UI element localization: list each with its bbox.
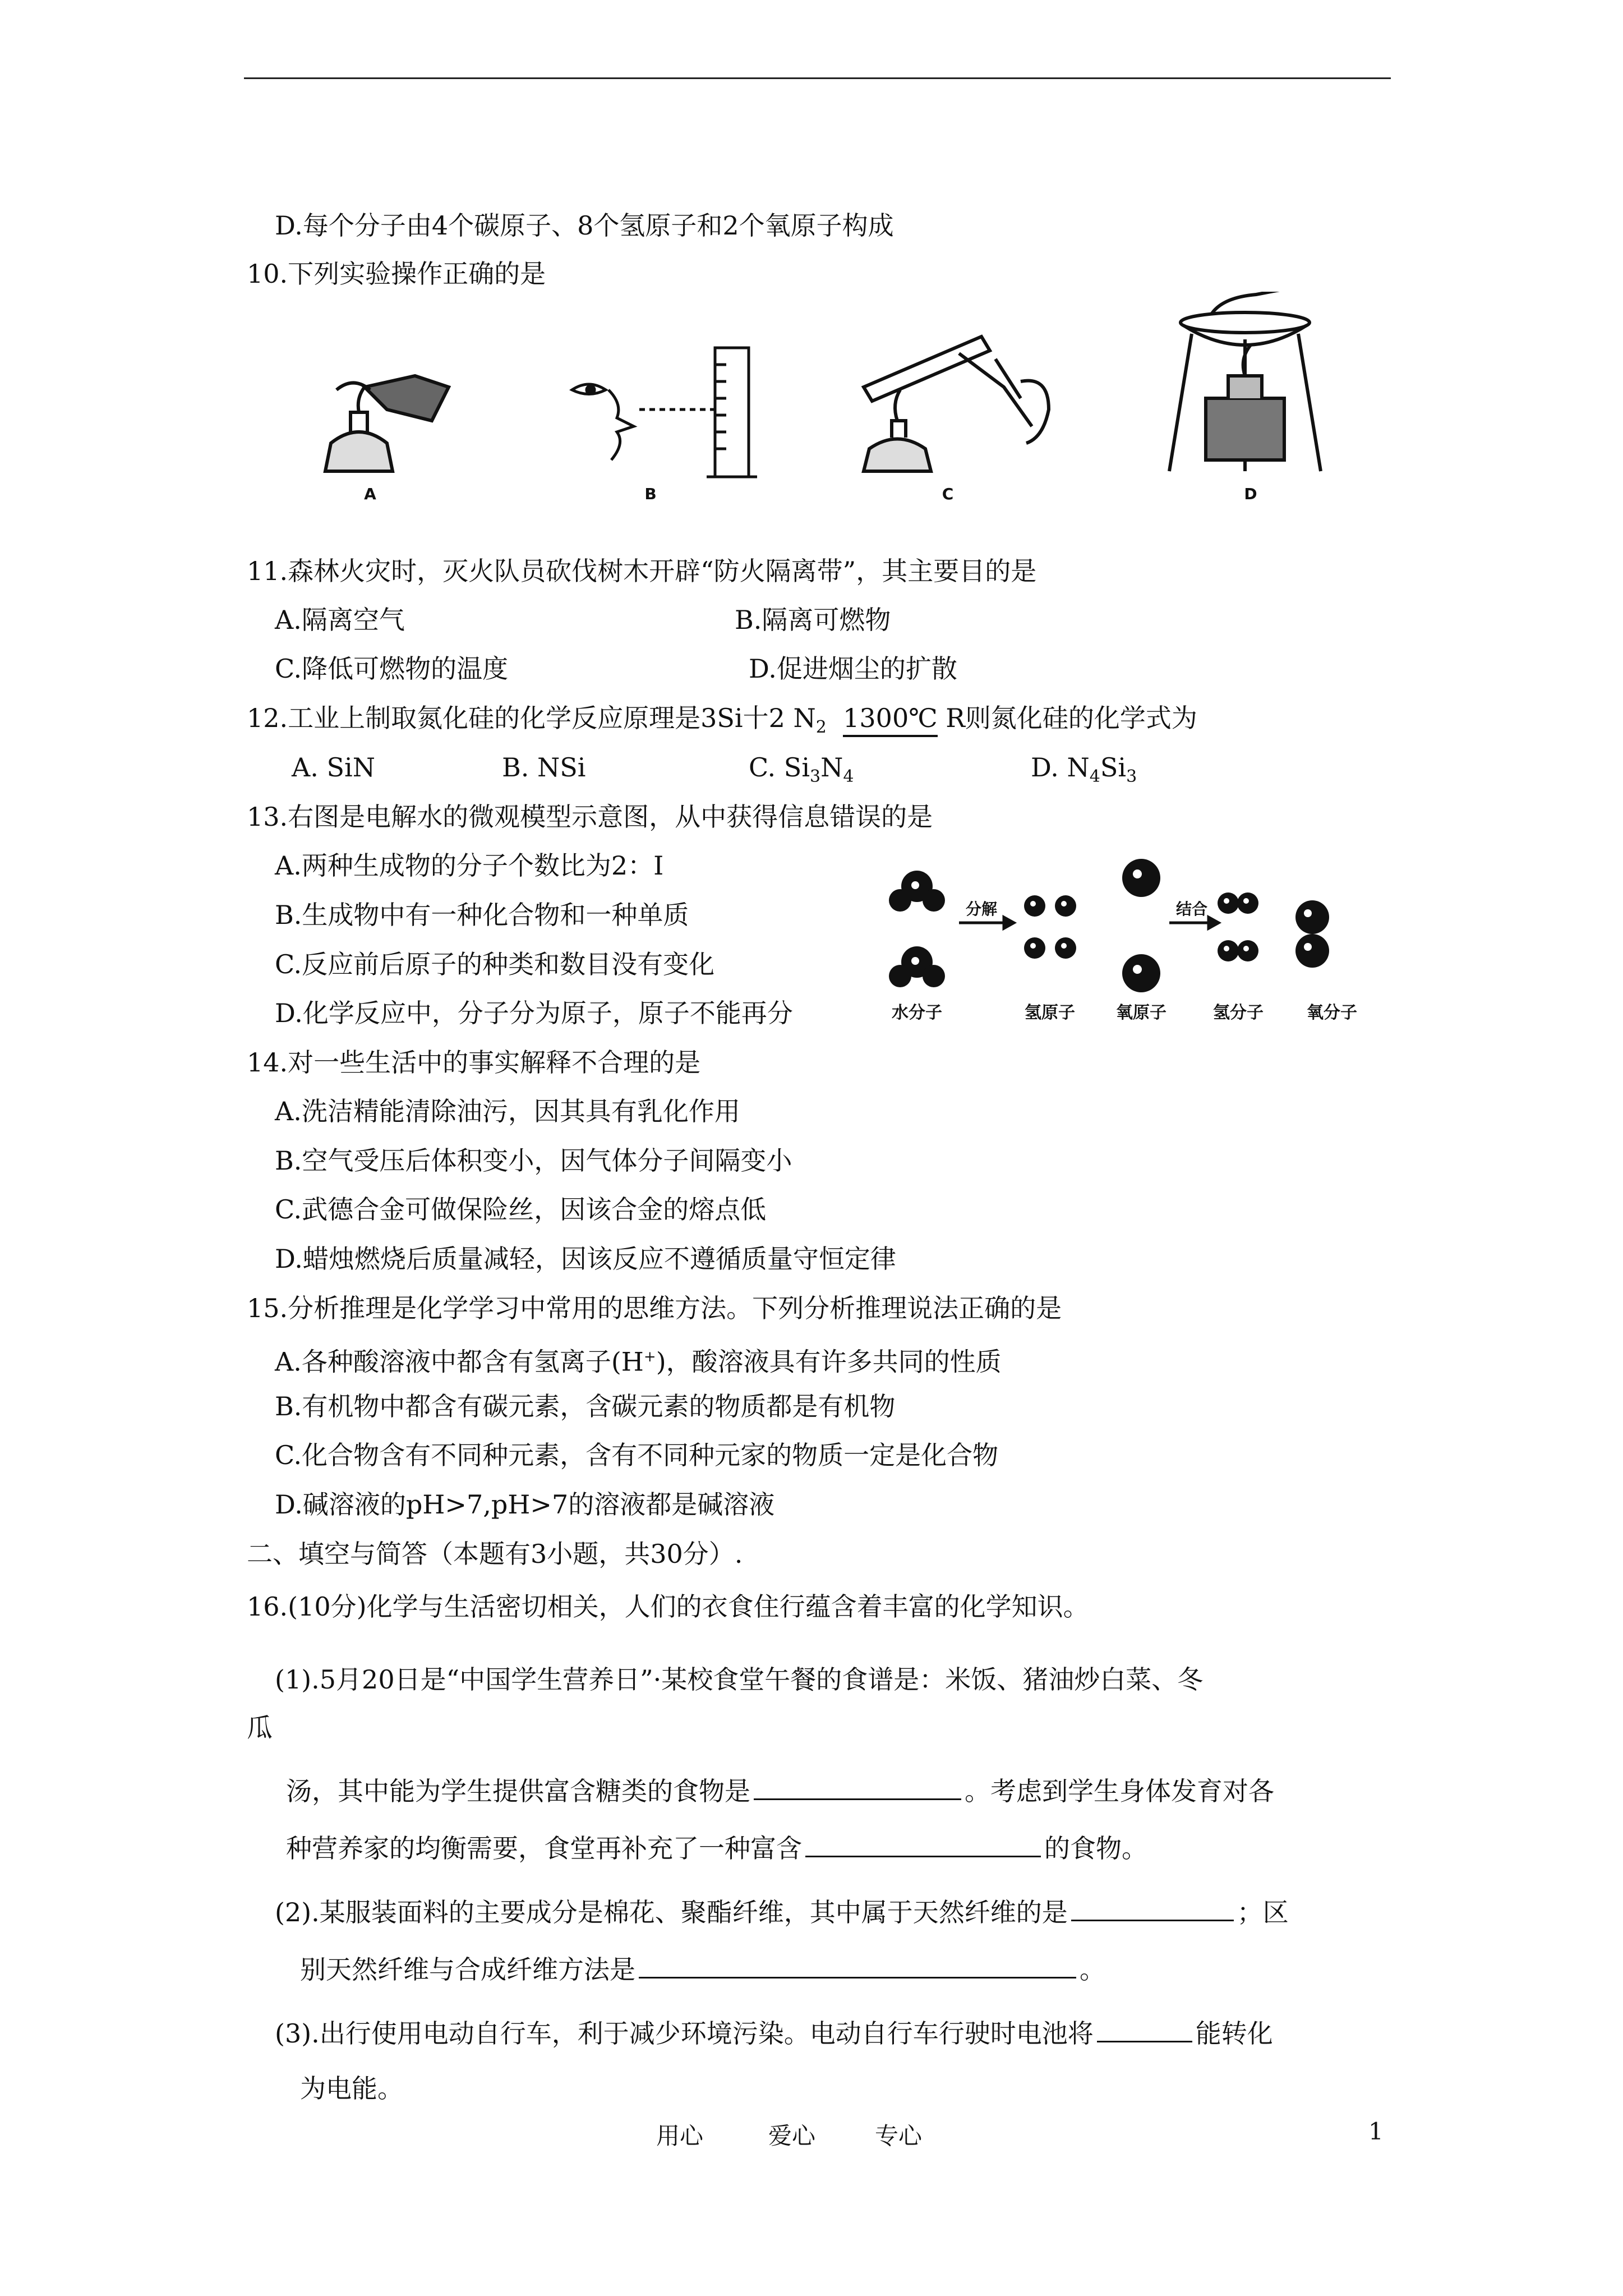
label-oxygen-atom: 氧原子	[1116, 1003, 1166, 1023]
q16-part3-line1: (3).出行使用电动自行车，利于减少环境污染。电动自行车行驶时电池将 能转化	[275, 2015, 1273, 2050]
q12-option-d: D. $N_4Si_3$	[1031, 752, 1137, 787]
q10-label-d: D	[1244, 485, 1257, 503]
answer-blank-energy[interactable]	[1097, 2015, 1192, 2042]
label-hydrogen-molecule: 氢分子	[1213, 1003, 1264, 1023]
hydrogen-molecule-top	[1218, 892, 1258, 914]
q10-figure-a-lamp	[325, 376, 449, 471]
answer-blank-nutrient[interactable]	[805, 1830, 1041, 1857]
q13-option-b: B.生成物中有一种化合物和一种单质	[275, 900, 689, 930]
q11-option-c: C.降低可燃物的温度	[275, 654, 509, 684]
q9-option-d: D.每个分子由4个碳原子、8个氢原子和2个氧原子构成	[275, 210, 894, 241]
q10-figure-d-evaporating	[1169, 292, 1329, 471]
q16-part2-line1: (2).某服装面料的主要成分是棉花、聚酯纤维，其中属于天然纤维的是 ；区	[275, 1894, 1289, 1929]
q13-option-a: A.两种生成物的分子个数比为2：I	[275, 850, 664, 881]
question-12: 12.工业上制取氮化硅的化学反应原理是3Si十2 $N_2$ 1300℃ R则氮化硅的化学式为	[247, 701, 1197, 744]
q16-part1-line2: 瓜	[247, 1713, 273, 1743]
q15-option-c: C.化合物含有不同种元素，含有不同种元家的物质一定是化合物	[275, 1440, 999, 1470]
q13-figure	[886, 841, 1391, 1032]
footer-mid-text: 爱心	[768, 2122, 816, 2150]
page-number: 1	[1368, 2118, 1384, 2145]
q14-option-a: A.洗洁精能清除油污，因其具有乳化作用	[275, 1096, 740, 1126]
label-water-molecule: 水分子	[892, 1003, 942, 1023]
q10-figure	[303, 292, 1391, 505]
q10-label-a: A	[364, 485, 376, 503]
q10-figure-b-cylinder	[572, 348, 757, 477]
hydrogen-molecule-bottom	[1218, 940, 1258, 961]
footer-right-text: 专心	[875, 2122, 923, 2150]
q14-option-c: C.武德合金可做保险丝，因该合金的熔点低	[275, 1194, 767, 1225]
question-16: 16.(10分)化学与生活密切相关，人们的衣食住行蕴含着丰富的化学知识。	[247, 1591, 1089, 1622]
question-11: 11.森林火灾时，灭火队员砍伐树木开辟“防火隔离带”，其主要目的是	[247, 556, 1037, 586]
q16-part1-line1: (1).5月20日是“中国学生营养日”·某校食堂午餐的食谱是：米饭、猪油炒白菜、冬	[275, 1664, 1204, 1695]
q14-option-b: B.空气受压后体积变小，因气体分子间隔变小	[275, 1145, 792, 1176]
oxygen-atom	[1122, 954, 1160, 992]
q15-option-b: B.有机物中都含有碳元素，含碳元素的物质都是有机物	[275, 1391, 896, 1421]
oxygen-atom	[1122, 859, 1160, 897]
label-hydrogen-atom: 氢原子	[1025, 1003, 1075, 1023]
answer-blank-natural-fiber[interactable]	[1071, 1894, 1234, 1921]
q16-part2-line2: 别天然纤维与合成纤维方法是 。	[300, 1951, 1105, 1986]
q11-option-a: A.隔离空气	[275, 605, 405, 635]
q11-option-b: B.隔离可燃物	[735, 605, 891, 635]
q10-label-b: B	[644, 485, 657, 503]
water-molecule-bottom	[889, 946, 945, 987]
q16-part1-line3: 汤，其中能为学生提供富含糖类的食物是 。考虑到学生身体发育对各	[286, 1773, 1274, 1808]
q13-option-d: D.化学反应中，分子分为原子，原子不能再分	[275, 998, 793, 1028]
q12-option-b: B. NSi	[502, 752, 586, 783]
answer-blank-sugar-food[interactable]	[754, 1773, 961, 1800]
question-14: 14.对一些生活中的事实解释不合理的是	[247, 1047, 701, 1078]
q14-option-d: D.蜡烛燃烧后质量减轻，因该反应不遵循质量守恒定律	[275, 1244, 896, 1274]
answer-blank-fiber-method[interactable]	[639, 1951, 1076, 1978]
q12-option-a: A. SiN	[292, 752, 375, 783]
question-13: 13.右图是电解水的微观模型示意图，从中获得信息错误的是	[247, 802, 933, 832]
q10-label-c: C	[942, 485, 954, 503]
arrow-label-combine: 结合	[1175, 900, 1208, 918]
q12-option-c: C. $Si_3N_4$	[749, 752, 854, 787]
label-oxygen-molecule: 氧分子	[1307, 1003, 1357, 1023]
water-molecule-top	[889, 871, 945, 912]
footer-left-text: 用心	[656, 2122, 704, 2150]
reaction-condition: 1300℃	[843, 701, 938, 737]
q11-option-d: D.促进烟尘的扩散	[749, 654, 957, 684]
oxygen-molecule	[1295, 900, 1329, 968]
question-15: 15.分析推理是化学学习中常用的思维方法。下列分析推理说法正确的是	[247, 1293, 1062, 1323]
q16-part3-line2: 为电能。	[300, 2073, 403, 2104]
question-10: 10.下列实验操作正确的是	[247, 259, 546, 289]
q10-figure-c-heating	[864, 337, 1049, 471]
q15-option-a: A.各种酸溶液中都含有氢离子(H+)，酸溶液具有许多共同的性质	[275, 1346, 1002, 1377]
header-rule	[244, 77, 1391, 79]
section-2-heading: 二、填空与简答（本题有3小题，共30分）.	[247, 1539, 743, 1569]
q16-part1-line4: 种营养家的均衡需要，食堂再补充了一种富含 的食物。	[286, 1830, 1147, 1865]
q15-option-d: D.碱溶液的pH>7,pH>7的溶液都是碱溶液	[275, 1489, 775, 1520]
q13-option-c: C.反应前后原子的种类和数目没有变化	[275, 949, 715, 979]
arrow-label-decompose: 分解	[965, 900, 998, 918]
